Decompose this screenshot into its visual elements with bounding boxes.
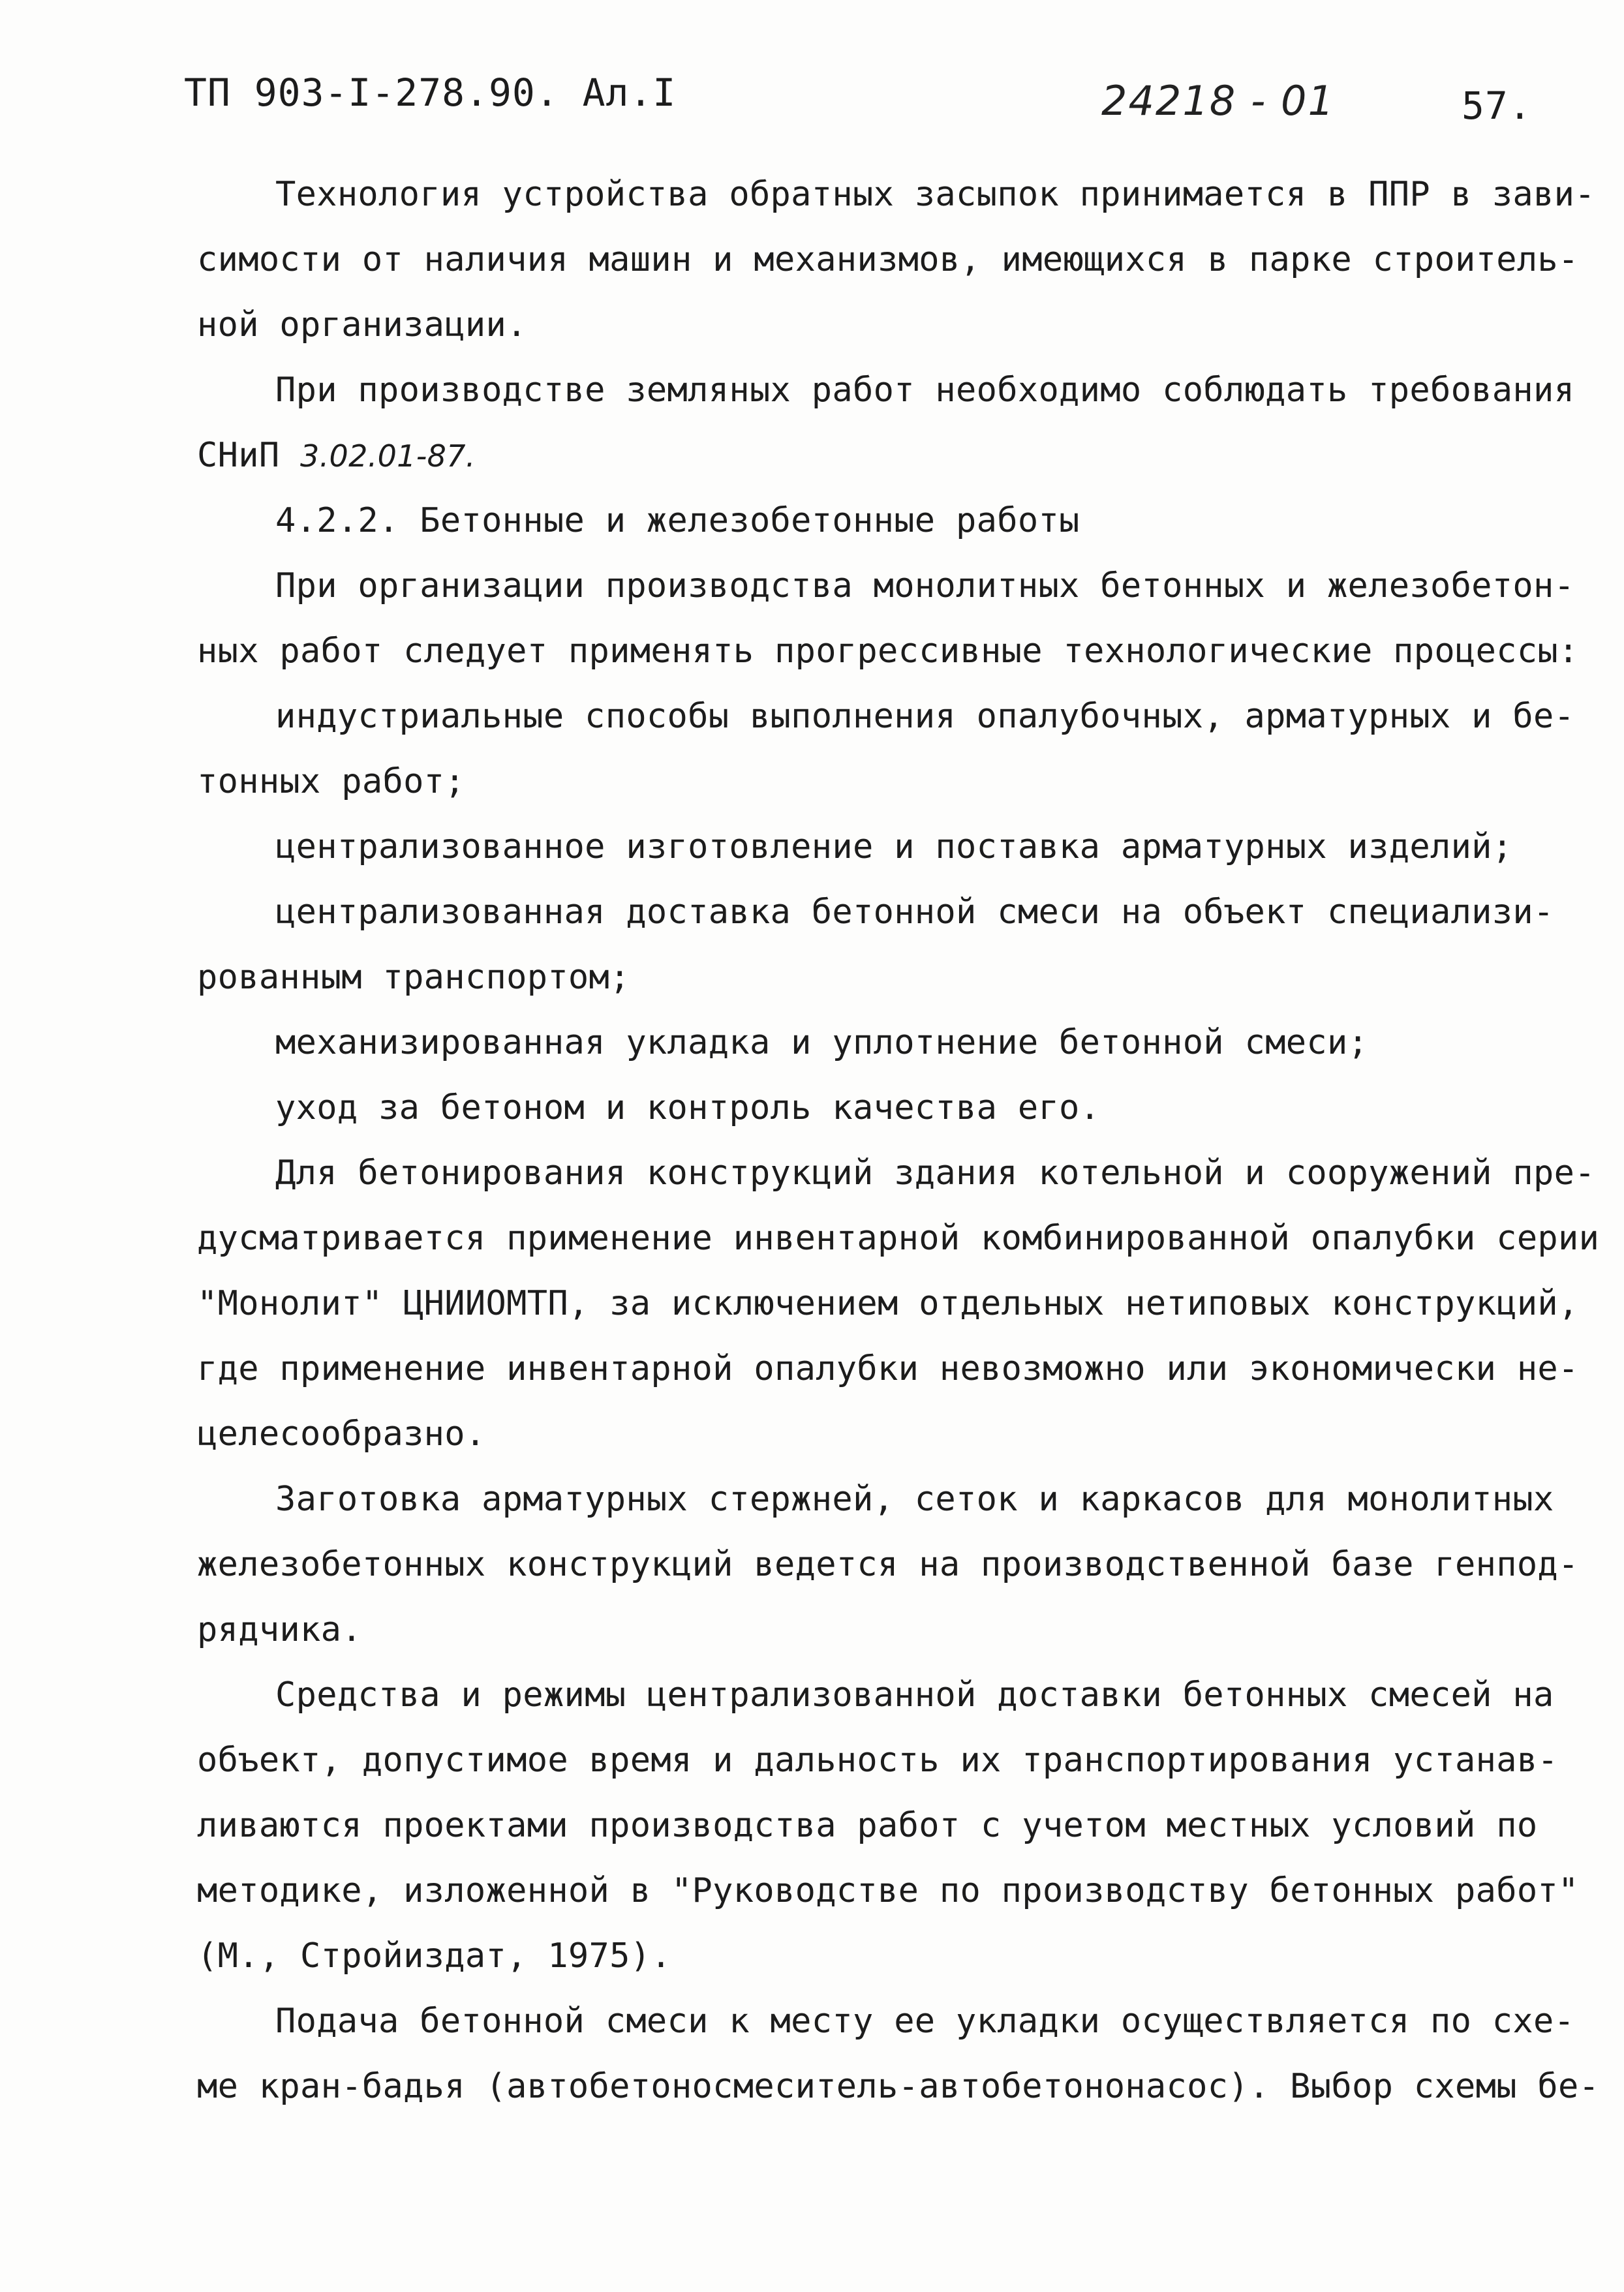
text-line: Средства и режимы централизованной доставки бетонных смесей на [275,1675,1554,1715]
text-line: Подача бетонной смеси к месту ее укладки осуществляется по схе- [275,2002,1575,2041]
list-item-line: централизованная доставка бетонной смеси на объект специализи- [275,893,1554,932]
text-line-snip [197,423,1574,488]
text-line: ной организации. [197,305,527,344]
text-line: При производстве земляных работ необходимо соблюдать требования [275,371,1575,410]
list-item-line: централизованное изготовление и поставка арматурных изделий; [275,827,1513,866]
list-item-line: индустриальные способы выполнения опалубочных, арматурных и бе- [275,697,1575,736]
text-line: где применение инвентарной опалубки невозможно или экономически не- [197,1349,1579,1388]
handwritten-archive-number: 24218 - 01 [1101,77,1335,125]
text-line: рядчика. [197,1610,362,1649]
text-line: объект, допустимое время и дальность их транспортирования устанав- [197,1741,1559,1780]
list-item-line: тонных работ; [197,762,465,801]
text-line: ливаются проектами производства работ с учетом местных условий по [197,1806,1538,1845]
list-item-line: механизированная укладка и уплотнение бетонной смеси; [275,1023,1369,1062]
text-line: Заготовка арматурных стержней, сеток и каркасов для монолитных [275,1480,1554,1519]
text-line: (М., Стройиздат, 1975). [197,1936,671,1976]
text-line: симости от наличия машин и механизмов, имеющихся в парке строитель- [197,240,1579,279]
text-line: ме кран-бадья (автобетоносмеситель-автобетононасос). Выбор схемы бе- [197,2067,1600,2106]
text-line: дусматривается применение инвентарной комбинированной опалубки серии [197,1219,1600,1258]
text-line: Для бетонирования конструкций здания котельной и сооружений пре- [275,1154,1595,1193]
section-heading: 4.2.2. Бетонные и железобетонные работы [275,501,1080,540]
text-line: железобетонных конструкций ведется на производственной базе генпод- [197,1545,1579,1584]
text-line: методике, изложенной в "Руководстве по производству бетонных работ" [197,1871,1579,1910]
text-line: "Монолит" ЦНИИОМТП, за исключением отдельных нетиповых конструкций, [197,1284,1579,1323]
text-line: целесообразно. [197,1414,486,1454]
list-item-line: рованным транспортом; [197,958,630,997]
document-code: ТП 903-I-278.90. Ал.I [184,70,677,115]
text-line: Технология устройства обратных засыпок принимается в ППР в зави- [275,175,1595,214]
document-body [197,162,1600,2119]
text-line: ных работ следует применять прогрессивные технологические процессы: [197,632,1579,671]
snip-number-handwritten: 3.02.01-87. [300,438,476,474]
snip-label: СНиП [197,436,280,475]
page-header [0,70,1624,129]
text-line: При организации производства монолитных бетонных и железобетон- [275,566,1575,605]
page-number: 57. [1462,84,1532,128]
list-item-line: уход за бетоном и контроль качества его. [275,1088,1101,1127]
